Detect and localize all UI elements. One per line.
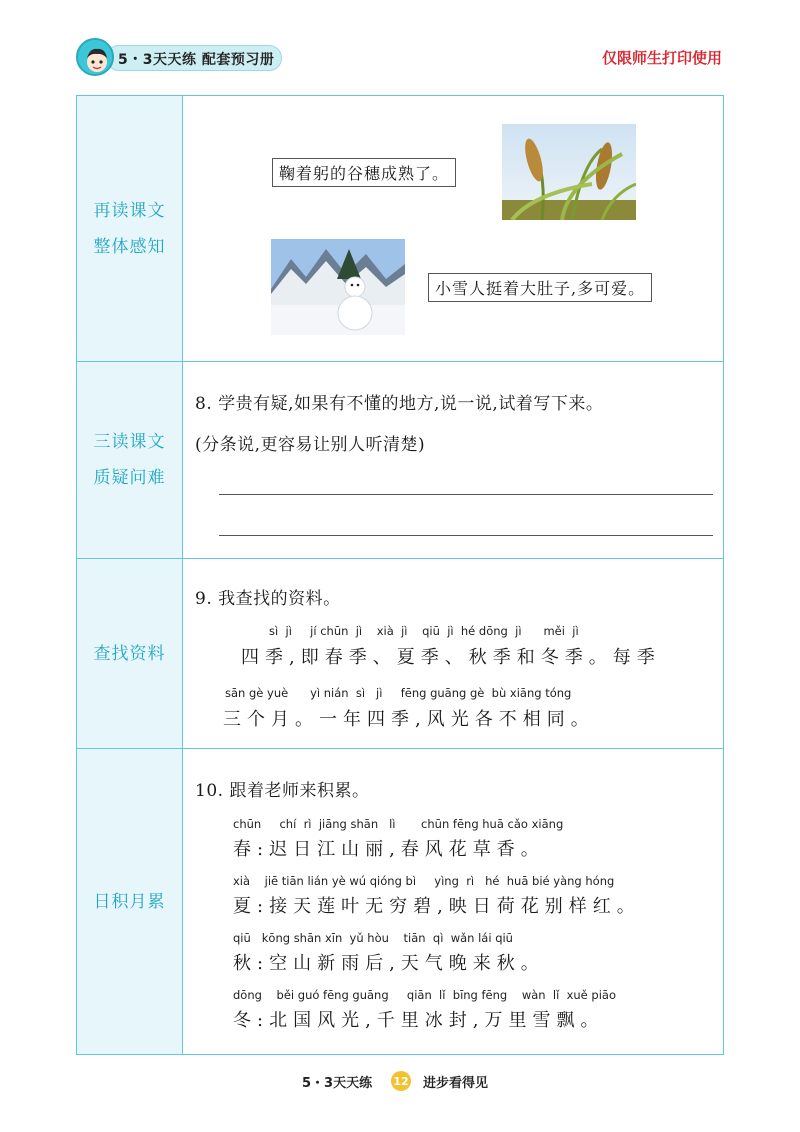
pinyin-line: sì jì jí chūn jì xià jì qiū jì hé dōng jì měi jì — [269, 624, 579, 638]
row-label — [77, 96, 183, 361]
poem-pinyin: dōng běi guó fēng guāng qiān lǐ bīng fēng wàn lǐ xuě piāo — [233, 988, 616, 1002]
answer-line-1[interactable] — [219, 494, 713, 495]
caption-snowman: 小雪人挺着大肚子,多可爱。 — [428, 273, 652, 302]
mascot-logo-icon — [76, 38, 114, 76]
label-line: 查找资料 — [93, 643, 166, 664]
question-8-hint: (分条说,更容易让别人听清楚) — [195, 435, 426, 455]
poem-pinyin: xià jiē tiān lián yè wú qióng bì yìng rì hé huā bié yàng hóng — [233, 874, 615, 888]
label-line: 整体感知 — [93, 236, 166, 257]
label-line: 质疑问难 — [93, 468, 166, 488]
header-title: 5・3天天练 配套预习册 — [118, 52, 275, 68]
row-question-doubts — [77, 362, 723, 559]
worksheet-table — [76, 95, 724, 1055]
question-9: 9. 我查找的资料。 — [195, 589, 341, 609]
poem-spring: 春:迟日江山丽,春风花草香。 — [233, 839, 545, 860]
footer-brand: 5・3天天练 — [302, 1076, 373, 1091]
question-10: 10. 跟着老师来积累。 — [195, 781, 370, 801]
row-content — [183, 362, 723, 558]
page-number-badge: 12 — [391, 1071, 411, 1091]
answer-line-2[interactable] — [219, 535, 713, 536]
label-line: 日积月累 — [93, 891, 166, 912]
row-accumulate — [77, 749, 723, 1054]
poem-pinyin: chūn chí rì jiāng shān lì chūn fēng huā cǎo xiāng — [233, 817, 564, 831]
print-notice: 仅限师生打印使用 — [601, 49, 722, 67]
pinyin-line: sān gè yuè yì nián sì jì fēng guāng gè bù xiāng tóng — [225, 686, 572, 700]
row-content — [183, 96, 723, 361]
hanzi-line: 三个月。一年四季,风光各不相同。 — [223, 709, 595, 730]
row-label — [77, 749, 183, 1054]
row-content — [183, 559, 723, 748]
millet-photo — [502, 124, 636, 220]
poem-pinyin: qiū kōng shān xīn yǔ hòu tiān qì wǎn lái qiū — [233, 931, 513, 945]
poem-summer: 夏:接天莲叶无穷碧,映日荷花别样红。 — [233, 896, 641, 917]
question-8: 8. 学贵有疑,如果有不懂的地方,说一说,试着写下来。 — [195, 394, 604, 414]
row-label — [77, 559, 183, 748]
page-header — [0, 0, 800, 90]
page-footer — [0, 1066, 800, 1096]
poem-winter: 冬:北国风光,千里冰封,万里雪飘。 — [233, 1010, 605, 1031]
poem-autumn: 秋:空山新雨后,天气晚来秋。 — [233, 953, 545, 974]
row-reread-overview — [77, 96, 723, 362]
snowman-photo — [271, 239, 405, 335]
row-content — [183, 749, 723, 1054]
caption-millet: 鞠着躬的谷穗成熟了。 — [272, 158, 456, 187]
hanzi-line: 四季,即春季、夏季、秋季和冬季。每季 — [241, 647, 661, 668]
label-line: 三读课文 — [93, 432, 166, 452]
row-label — [77, 362, 183, 558]
footer-slogan: 进步看得见 — [423, 1076, 489, 1091]
label-line: 再读课文 — [93, 200, 166, 221]
row-research — [77, 559, 723, 749]
